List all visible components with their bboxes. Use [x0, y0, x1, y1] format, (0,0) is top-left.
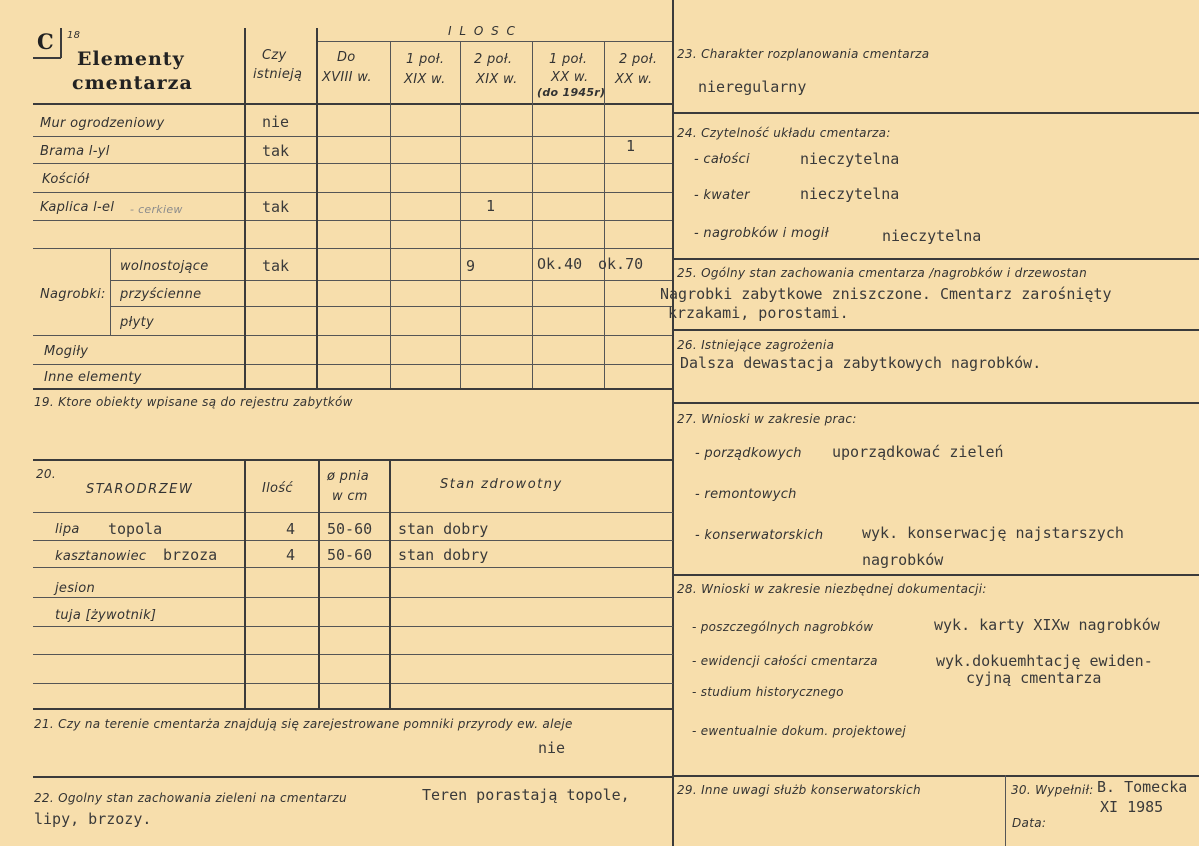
corner-letter: C — [37, 29, 55, 54]
s28-proj: - ewentualnie dokum. projektowej — [692, 724, 907, 738]
row-nagrobki-c5: ok.70 — [598, 255, 644, 273]
hdr-c4-l3: (do 1945r) — [537, 86, 606, 99]
col-nagrobki-sub — [110, 248, 111, 335]
tree-3-name: jesion — [55, 581, 95, 596]
tree-1-pien: 50-60 — [327, 520, 373, 538]
row-nagrobki-c3: 9 — [466, 257, 476, 275]
rule-s20-bottom — [33, 708, 673, 710]
s30-date-label: Data: — [1012, 816, 1047, 830]
row-brama-label: Brama l-yl — [40, 144, 110, 159]
row-nagrobki-c4: Ok.40 — [537, 255, 583, 273]
rule-s20-r4 — [33, 626, 673, 627]
s20-pnia1: ø pnia — [327, 469, 369, 484]
tree-1-stan: stan dobry — [398, 520, 489, 538]
row-kaplica-label: Kaplica l-el — [40, 200, 115, 215]
tree-2-name: kasztanowiec — [55, 549, 147, 564]
s30-date: XI 1985 — [1100, 798, 1164, 816]
hdr-c3-l1: 2 poł. — [474, 52, 513, 67]
s23-answer: nieregularny — [698, 78, 807, 96]
rule-row5 — [33, 248, 673, 249]
rule-row7 — [110, 306, 673, 307]
hdr-c1-l2: XVIII w. — [322, 70, 372, 85]
rule-s20-r2 — [33, 567, 673, 568]
col-czy — [244, 28, 246, 388]
s26-answer: Dalsza dewastacja zabytkowych nagrobków. — [680, 354, 1042, 372]
s20-title: STARODRZEW — [86, 482, 194, 497]
hdr-c4-l1: 1 poł. — [549, 52, 588, 67]
hdr-ilosc: I L O S C — [448, 24, 517, 38]
hdr-czy: Czy — [262, 48, 287, 63]
s24-nagrobkow-answer: nieczytelna — [882, 227, 982, 245]
elements-title-line2: cmentarza — [72, 72, 193, 94]
rule-header-bottom — [33, 103, 673, 105]
s20-num: 20. — [36, 467, 56, 481]
rule-s20-r3 — [33, 597, 673, 598]
tree-1-ilosc: 4 — [286, 520, 296, 538]
rule-table-bottom — [33, 388, 673, 390]
row-nagrobki-czy: tak — [262, 257, 290, 275]
tree-2-ilosc: 4 — [286, 546, 296, 564]
rule-row8 — [33, 335, 673, 336]
col-s20-stan — [389, 459, 391, 708]
row-nagrobki-plyty: płyty — [120, 315, 154, 330]
col-2xix — [460, 41, 461, 388]
row-inne-label: Inne elementy — [44, 370, 142, 385]
s29-label: 29. Inne uwagi służb konserwatorskich — [677, 783, 921, 797]
col-1xix — [390, 41, 391, 388]
col-1xx — [532, 41, 533, 388]
s27-porz-answer: uporządkować zieleń — [832, 443, 1004, 461]
rule-row1 — [33, 136, 673, 137]
s27-porz: - porządkowych — [695, 446, 802, 461]
col-do — [316, 28, 318, 388]
rule-s25-top — [672, 258, 1199, 260]
hdr-c2-l1: 1 poł. — [406, 52, 445, 67]
rule-s28-top — [672, 574, 1199, 576]
s27-rem: - remontowych — [695, 487, 797, 502]
row-brama-c5: 1 — [626, 137, 636, 155]
s20-pnia2: w cm — [332, 489, 368, 504]
s22-answer1: Teren porastają topole, — [422, 786, 630, 804]
s22-answer2: lipy, brzozy. — [34, 810, 152, 828]
rule-ilosc — [317, 41, 673, 42]
row-nagrobki-wolno: wolnostojące — [120, 259, 209, 274]
corner-number: 18 — [67, 30, 81, 41]
s24-nagrobkow: - nagrobków i mogił — [694, 226, 829, 241]
s27-kons: - konserwatorskich — [695, 528, 824, 543]
row-nagrobki-label: Nagrobki: — [40, 287, 106, 302]
s25-answer2: krzakami, porostami. — [668, 304, 849, 322]
s25-answer1: Nagrobki zabytkowe zniszczone. Cmentarz zarośnięty — [660, 285, 1112, 303]
rule-row9 — [33, 364, 673, 365]
hdr-istnieja: istnieją — [253, 67, 303, 82]
s28-stud: - studium historycznego — [692, 685, 844, 699]
s24-calosci: - całości — [694, 152, 750, 167]
hdr-c1-l1: Do — [337, 50, 356, 65]
tree-1-name: lipa — [55, 522, 80, 537]
s28-ewid-answer2: cyjną cmentarza — [966, 669, 1102, 687]
rule-s22-top — [33, 776, 673, 778]
s28-posz: - poszczególnych nagrobków — [692, 620, 874, 634]
hdr-c3-l2: XIX w. — [476, 72, 518, 87]
main-divider — [672, 0, 674, 846]
s24-kwater: - kwater — [694, 188, 750, 203]
s28-ewid: - ewidencji całości cmentarza — [692, 654, 878, 668]
row-mur-czy: nie — [262, 113, 290, 131]
hdr-c5-l2: XX w. — [615, 72, 653, 87]
rule-s20-hdr — [33, 512, 673, 513]
rule-row6 — [110, 280, 673, 281]
rule-s20-r1 — [33, 540, 673, 541]
s22-question: 22. Ogolny stan zachowania zieleni na cmentarzu — [34, 791, 347, 805]
tree-2-stan: stan dobry — [398, 546, 489, 564]
s27-question: 27. Wnioski w zakresie prac: — [677, 412, 857, 426]
corner-rule — [33, 57, 61, 59]
s20-stan: Stan zdrowotny — [440, 477, 563, 492]
s24-question: 24. Czytelność układu cmentarza: — [677, 126, 891, 140]
s28-posz-answer: wyk. karty XIXw nagrobków — [934, 616, 1160, 634]
s30-wyp: 30. Wypełnił: — [1011, 783, 1094, 797]
s28-ewid-answer1: wyk.dokuemhtację ewiden- — [936, 652, 1153, 670]
elements-title-line1: Elementy — [77, 48, 185, 70]
rule-s26-top — [672, 329, 1199, 331]
tree-2-extra: brzoza — [163, 546, 218, 564]
rule-s20-top — [33, 459, 673, 461]
row-mur-label: Mur ogrodzeniowy — [40, 116, 165, 131]
rule-s24-top — [672, 112, 1199, 114]
s26-question: 26. Istniejące zagrożenia — [677, 338, 835, 352]
row-brama-czy: tak — [262, 142, 290, 160]
s28-question: 28. Wnioski w zakresie niezbędnej dokumentacji: — [677, 582, 987, 596]
row-kaplica-czy: tak — [262, 198, 290, 216]
tree-4-name: tuja [żywotnik] — [55, 608, 157, 623]
s21-answer: nie — [538, 739, 566, 757]
hdr-c2-l2: XIX w. — [404, 72, 446, 87]
col-s20-pien — [318, 459, 320, 708]
s23-question: 23. Charakter rozplanowania cmentarza — [677, 47, 930, 61]
rule-row4 — [33, 220, 673, 221]
s27-kons-answer1: wyk. konserwację najstarszych — [862, 524, 1124, 542]
rule-s20-r5 — [33, 654, 673, 655]
hdr-c5-l1: 2 poł. — [619, 52, 658, 67]
row-mogily-label: Mogiły — [44, 344, 89, 359]
row-nagrobki-przysc: przyścienne — [120, 287, 202, 302]
rule-row3 — [33, 192, 673, 193]
rule-s29-top — [672, 775, 1199, 777]
col-s20-ilosc — [244, 459, 246, 708]
row-kaplica-note: - cerkiew — [130, 203, 183, 216]
tree-1-extra: topola — [108, 520, 163, 538]
s27-kons-answer2: nagrobków — [862, 551, 944, 569]
rule-s20-r6 — [33, 683, 673, 684]
rule-row2 — [33, 163, 673, 164]
s25-question: 25. Ogólny stan zachowania cmentarza /nagrobków i drzewostan — [677, 266, 1087, 280]
col-s30 — [1005, 775, 1006, 846]
s24-calosci-answer: nieczytelna — [800, 150, 900, 168]
rule-s27-top — [672, 402, 1199, 404]
s20-ilosc: Ilość — [262, 481, 293, 496]
hdr-c4-l2: XX w. — [551, 70, 589, 85]
corner-rule-v — [60, 28, 62, 58]
row-kosciol-label: Kościół — [42, 172, 90, 187]
tree-2-pien: 50-60 — [327, 546, 373, 564]
s24-kwater-answer: nieczytelna — [800, 185, 900, 203]
s19-label: 19. Ktore obiekty wpisane są do rejestru zabytków — [34, 395, 353, 409]
row-kaplica-c3: 1 — [486, 197, 496, 215]
s21-question: 21. Czy na terenie cmentarża znajdują się zarejestrowane pomniki przyrody ew. aleje — [34, 717, 573, 731]
s30-who: B. Tomecka — [1097, 778, 1188, 796]
